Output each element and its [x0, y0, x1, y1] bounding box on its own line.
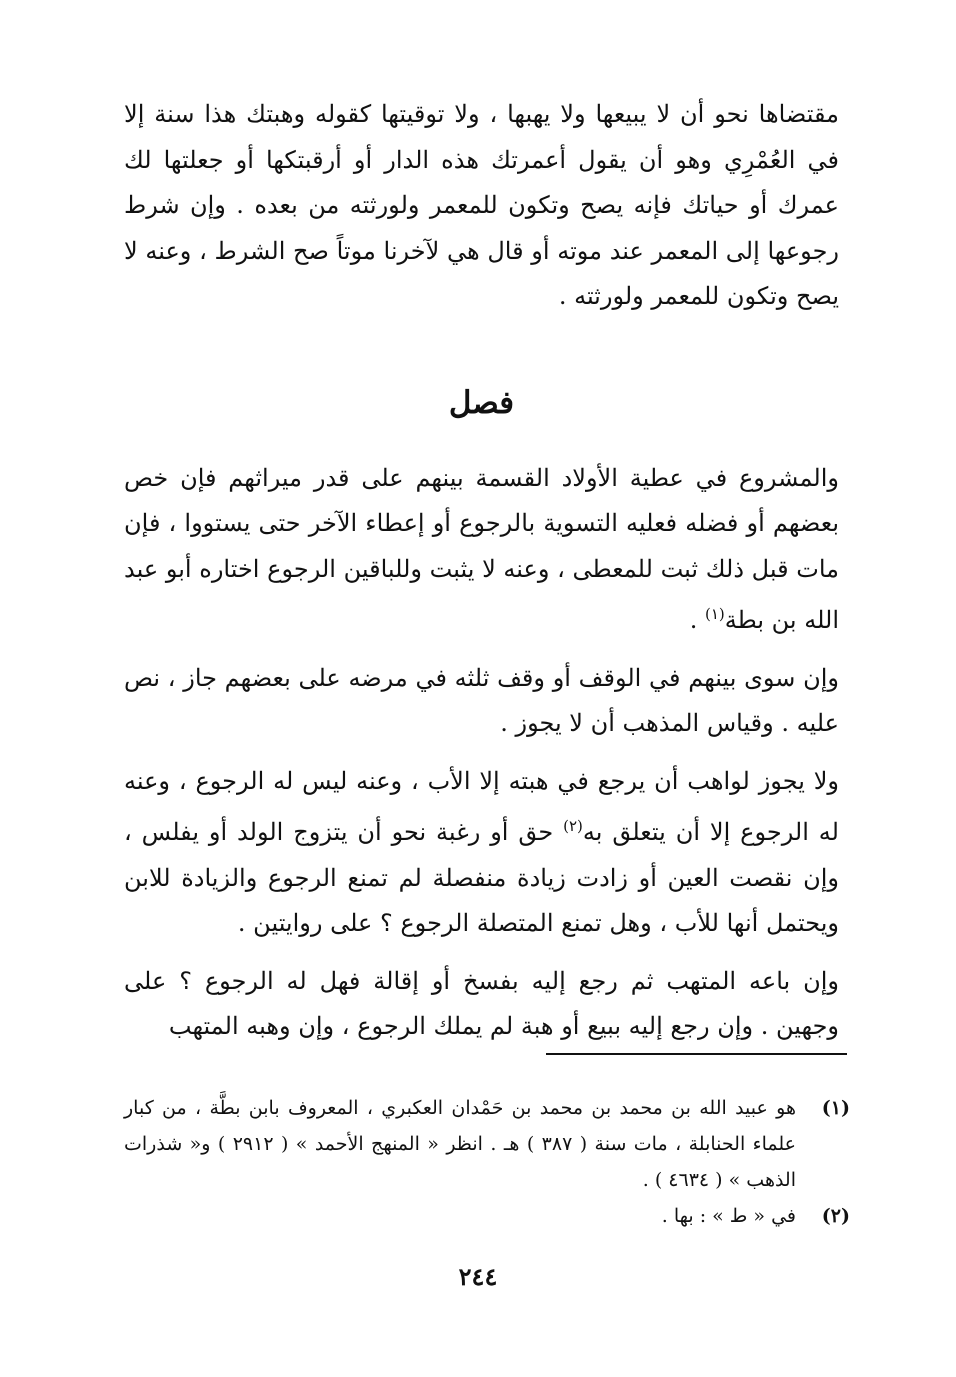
footnote-ref-2[interactable]: (٢): [563, 817, 583, 835]
footnote-number: (١): [821, 1097, 850, 1119]
main-text: [124, 92, 839, 1050]
footnote-divider: [546, 1053, 847, 1055]
paragraph-2-text: والمشروع في عطية الأولاد القسمة بينهم على قدر ميراثهم فإن خص بعضهم أو فضله فعليه التسوية بالرجوع أو إعطاء الآخر حتى يستووا ، فإن مات قبل ذلك ثبت للمعطى ، وعنه لا يثبت وللباقين الرجوع اختاره أبو عبد الله بن بطة: [124, 463, 839, 634]
paragraph-1: مقتضاها نحو أن لا يبيعها ولا يهبها ، ولا توقيتها كقوله وهبتك هذا سنة إلا في العُمْرِي وهو أن يقول أعمرتك هذه الدار أو أرقبتكها أو جعلتها لك عمرك أو حياتك فإنه يصح وتكون للمعمر ولورثته من بعده . وإن شرط رجوعها إلى المعمر عند موته أو قال هي لآخرنا موتاً صح الشرط ، وعنه لا يصح وتكون للمعمر ولورثته .: [124, 100, 839, 310]
footnote-ref-1[interactable]: (١): [704, 605, 725, 623]
paragraph-4-text-a: ولا يجوز لواهب أن يرجع في هبته إلا الأب ، وعنه ليس له الرجوع ، وعنه له الرجوع إلا أن يتعلق به: [124, 766, 839, 846]
paragraph-4: [124, 759, 839, 947]
footnotes: [124, 1090, 850, 1234]
footnote-2: [124, 1198, 850, 1234]
page-number: ٢٤٤: [458, 1262, 498, 1291]
paragraph-4-text-b: حق أو رغبة نحو أن يتزوج الولد أو يفلس ، وإن نقصت العين أو زادت زيادة منفصلة لم تمنع الرجوع والزيادة للابن ويحتمل أنها للأب ، وهل تمنع المتصلة الرجوع ؟ على روايتين .: [124, 818, 839, 937]
paragraph-2-end: .: [689, 606, 705, 634]
footnote-1: [124, 1090, 850, 1198]
paragraph-5: وإن باعه المتهب ثم رجع إليه بفسخ أو إقالة فهل له الرجوع ؟ على وجهين . وإن رجع إليه ببيع أو هبة لم يملك الرجوع ، وإن وهبه المتهب: [124, 966, 839, 1040]
paragraph-3: وإن سوى بينهم في الوقف أو وقف ثلثه في مرضه على بعضهم جاز ، نص عليه . وقياس المذهب أن لا يجوز .: [124, 663, 839, 737]
paragraph-2: [124, 456, 839, 644]
footnote-number: (٢): [821, 1205, 850, 1227]
footnote-text: في « ط » : بها .: [661, 1205, 796, 1227]
section-heading: فصل: [448, 384, 515, 421]
footnote-text: هو عبيد الله بن محمد بن محمد بن حَمْدان العكبري ، المعروف بابن بطَّة ، من كبار علماء الحنابلة ، مات سنة ( ٣٨٧ ) هـ . انظر « المنهج الأحمد » ( ٢٩١٢ ) و« شذرات الذهب » ( ٤٦٣٤ ) .: [124, 1097, 796, 1191]
